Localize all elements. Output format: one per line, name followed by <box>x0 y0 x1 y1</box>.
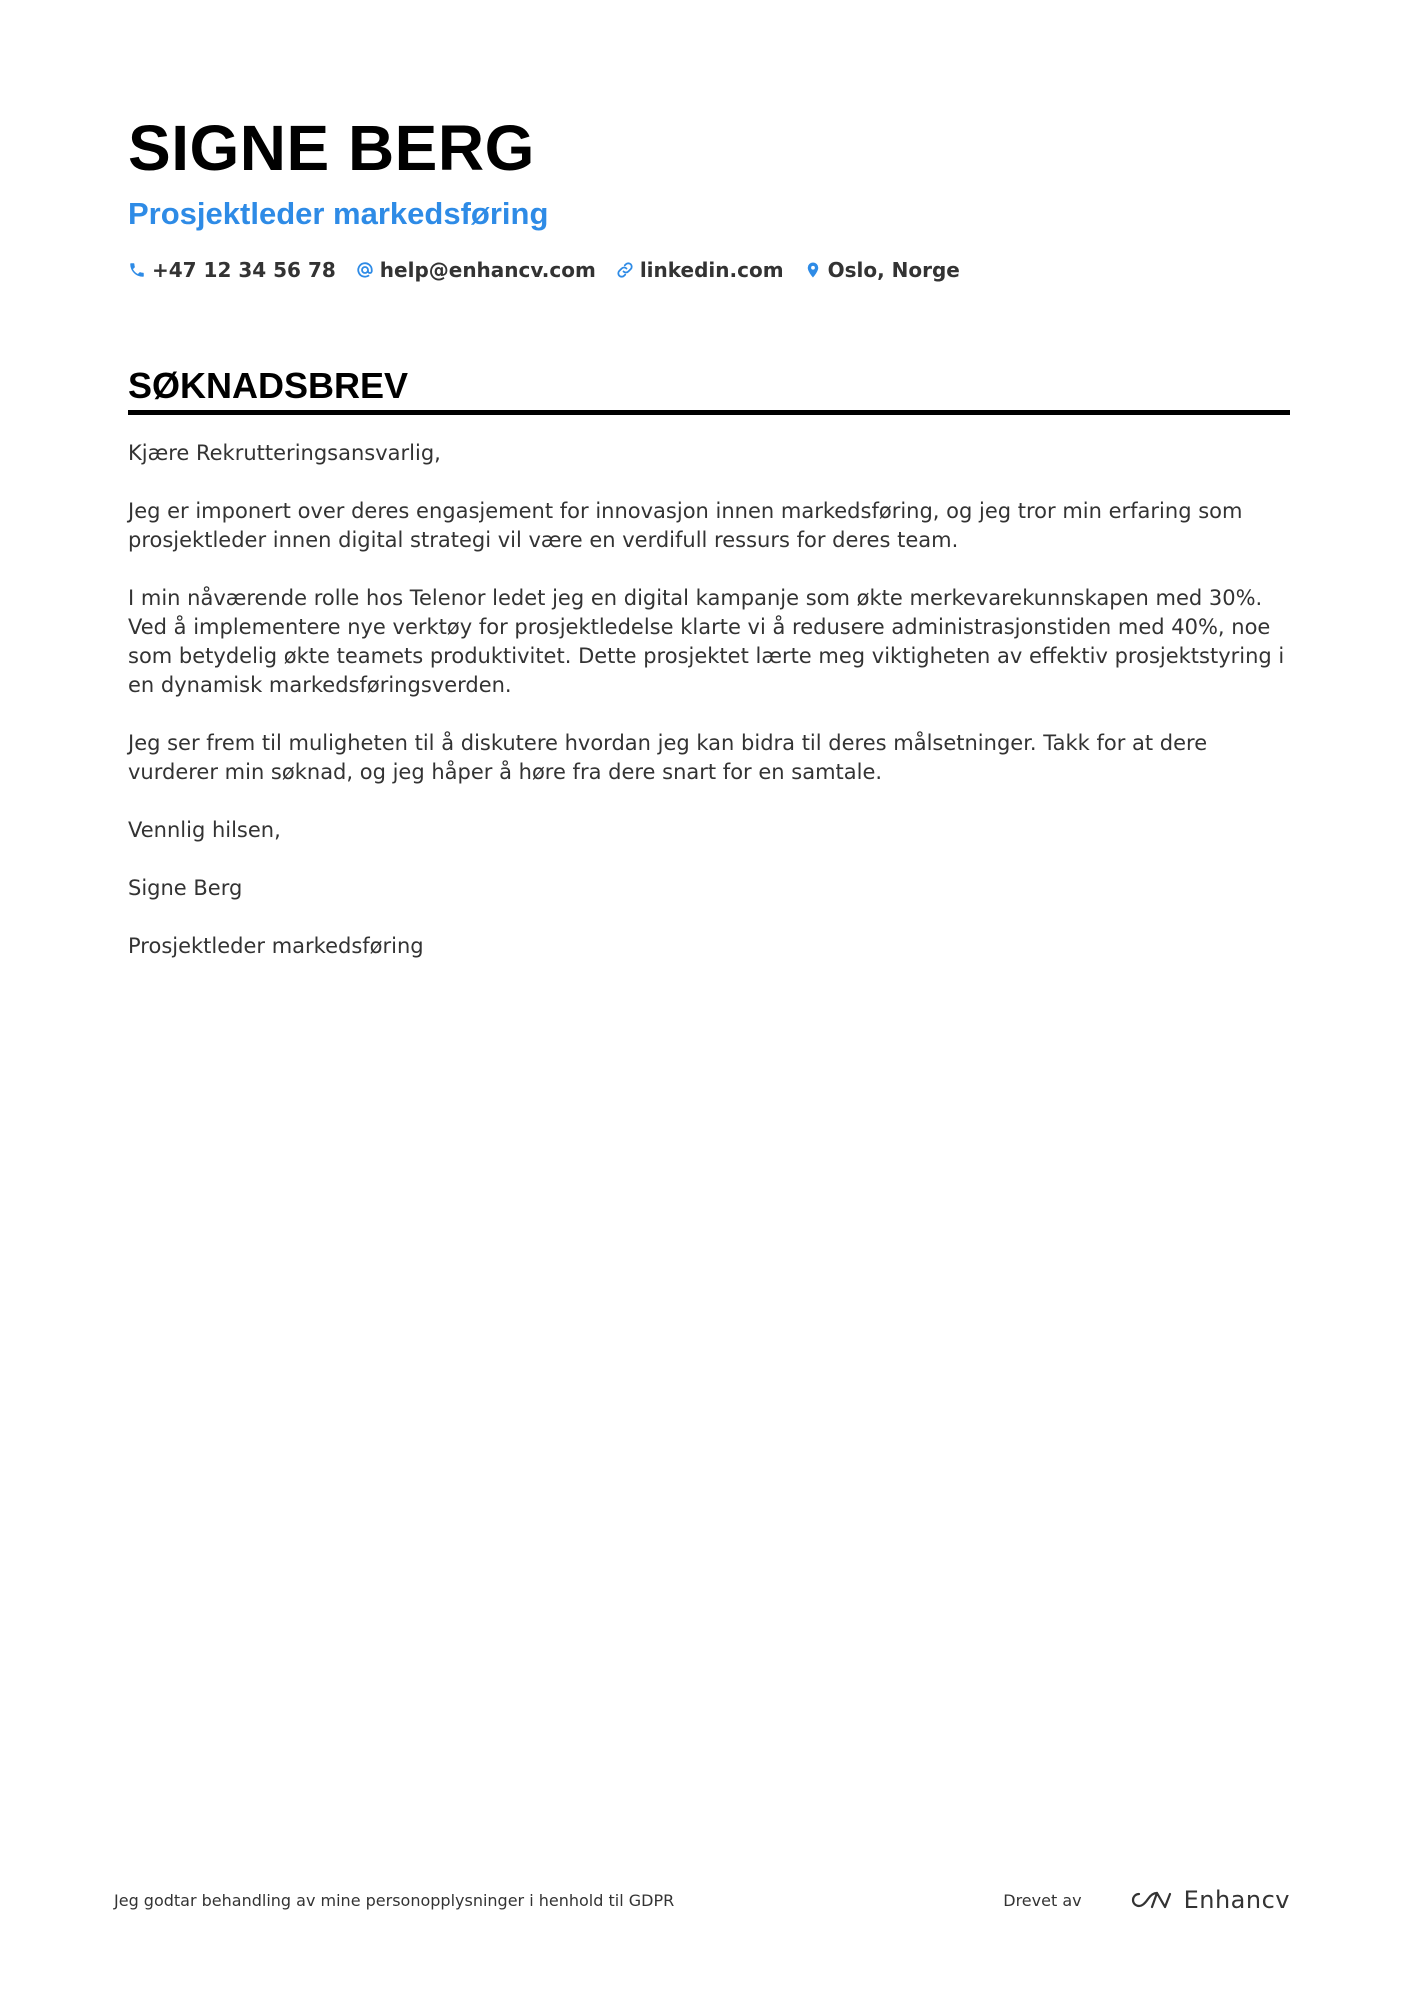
signature-name: Signe Berg <box>128 876 243 900</box>
contact-link-text: linkedin.com <box>639 258 784 282</box>
letter-paragraph: Jeg er imponert over deres engasjement for innovasjon innen markedsføring, og jeg tror min erfaring som prosjektleder innen digital strategi vil være en verdifull ressurs for deres team. <box>128 499 1243 552</box>
header <box>128 112 1288 282</box>
contact-email-text: help@enhancv.com <box>379 258 596 282</box>
at-icon <box>356 261 374 279</box>
contact-location <box>804 258 960 282</box>
powered-by-label: Drevet av <box>1003 1890 1082 1910</box>
letter-paragraph: Jeg ser frem til muligheten til å diskutere hvordan jeg kan bidra til deres målsetninger. Takk for at dere vurderer min søknad, og jeg håper å høre fra dere snart for en samtale. <box>128 731 1208 784</box>
letter-greeting: Kjære Rekrutteringsansvarlig, <box>128 441 441 465</box>
letter-paragraph: I min nåværende rolle hos Telenor ledet jeg en digital kampanje som økte merkevarekunnskapen med 30%. Ved å implementere nye verktøy for prosjektledelse klarte vi å redusere administrasjonstiden med 40%, noe som betydelig økte teamets produktivitet. Dette prosjektet lærte meg viktigheten av effektiv prosjektstyring i en dynamisk markedsføringsverden. <box>128 586 1285 697</box>
contact-bar <box>128 258 1288 282</box>
section-title: SØKNADSBREV <box>128 365 409 406</box>
signature-title: Prosjektleder markedsføring <box>128 934 424 958</box>
applicant-name: SIGNE BERG <box>128 112 535 184</box>
brand-name: Enhancv <box>1183 1886 1290 1914</box>
location-pin-icon <box>804 261 822 279</box>
footer <box>114 1886 1290 1914</box>
letter-closing: Vennlig hilsen, <box>128 818 281 842</box>
enhancv-logo-icon <box>1126 1888 1172 1912</box>
contact-email[interactable] <box>356 258 596 282</box>
gdpr-consent: Jeg godtar behandling av mine personopplysninger i henhold til GDPR <box>114 1890 675 1910</box>
letter-body <box>128 439 1290 961</box>
powered-by <box>1003 1886 1290 1914</box>
job-title: Prosjektleder markedsføring <box>128 196 549 231</box>
link-icon <box>616 261 634 279</box>
contact-location-text: Oslo, Norge <box>827 258 960 282</box>
cover-letter-section <box>128 364 1290 990</box>
contact-phone-text: +47 12 34 56 78 <box>152 258 336 282</box>
section-divider <box>128 410 1290 415</box>
contact-phone[interactable] <box>128 258 336 282</box>
contact-link[interactable] <box>616 258 784 282</box>
phone-icon <box>128 261 146 279</box>
brand-logo[interactable] <box>1126 1886 1290 1914</box>
